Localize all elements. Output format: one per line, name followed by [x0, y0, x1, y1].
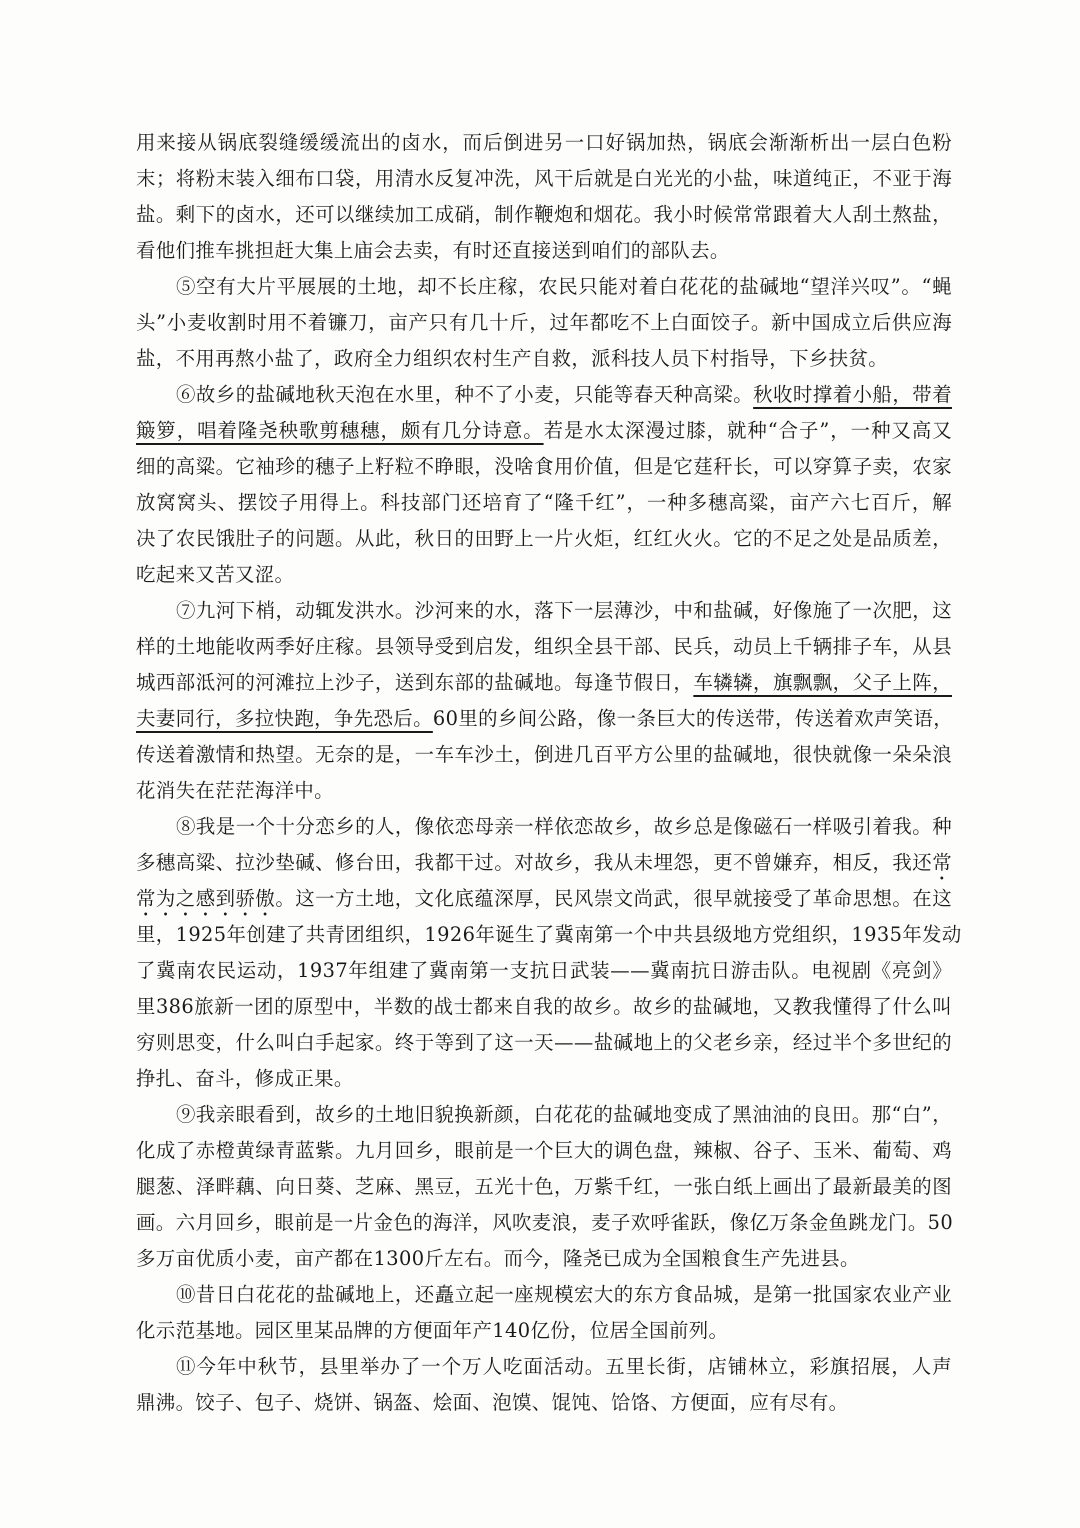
underlined-sentence: 车辚辚，旗飘飘，父子上阵，: [693, 671, 952, 694]
paragraph-7-line: ⑦九河下梢，动辄发洪水。沙河来的水，落下一层薄沙，中和盐碱，好像施了一次肥，这: [176, 599, 952, 622]
paragraph-8-line: [136, 846, 952, 880]
paragraph-11-line: 鼎沸。饺子、包子、烧饼、锅盔、烩面、泡馍、馄饨、饸饹、方便面，应有尽有。: [136, 1391, 849, 1414]
emphasized-text: 常: [932, 851, 952, 874]
paragraph-6-line: 细的高粱。它袖珍的穗子上籽粒不睁眼，没啥食用价值，但是它莛秆长，可以穿算子卖，农家: [136, 455, 952, 478]
underlined-sentence: 簸箩，唱着隆尧秧歌剪穗穗，颇有几分诗意。: [136, 419, 544, 442]
paragraph-9-line: 腿葱、泽畔藕、向日葵、芝麻、黑豆，五光十色，万紫千红，一张白纸上画出了最新最美的图: [136, 1175, 952, 1198]
text-line: 盐。剩下的卤水，还可以继续加工成硝，制作鞭炮和烟花。我小时候常常跟着大人刮土熬盐，: [136, 203, 952, 226]
paragraph-5-line: 头”小麦收割时用不着镰刀，亩产只有几十斤，过年都吃不上白面饺子。新中国成立后供应海: [136, 311, 952, 334]
paragraph-8-line: 里386旅新一团的原型中，半数的战士都来自我的故乡。故乡的盐碱地，又教我懂得了什么叫: [136, 995, 952, 1018]
paragraph-9-line: ⑨我亲眼看到，故乡的土地旧貌换新颜，白花花的盐碱地变成了黑油油的良田。那“白”，: [176, 1103, 952, 1126]
text-line: 看他们推车挑担赶大集上庙会去卖，有时还直接送到咱们的部队去。: [136, 239, 730, 262]
text-line: 用来接从锅底裂缝缓缓流出的卤水，而后倒进另一口好锅加热，锅底会渐渐析出一层白色粉: [136, 131, 952, 154]
paragraph-8-line: 穷则思变，什么叫白手起家。终于等到了这一天——盐碱地上的父老乡亲，经过半个多世纪的: [136, 1031, 952, 1054]
underlined-sentence: 夫妻同行，多拉快跑，争先恐后。: [136, 707, 433, 730]
paragraph-7-line: 花消失在茫茫海洋中。: [136, 779, 334, 802]
underlined-sentence: 秋收时撑着小船，带着: [753, 383, 952, 406]
paragraph-8-line: [136, 882, 952, 916]
paragraph-9-line: 化成了赤橙黄绿青蓝紫。九月回乡，眼前是一个巨大的调色盘，辣椒、谷子、玉米、葡萄、鸡: [136, 1139, 952, 1162]
paragraph-6-line: [176, 378, 952, 412]
text-run: 若是水太深漫过膝，就种“合子”，一种又高又: [543, 419, 952, 442]
text-run: 城西部泜河的河滩拉上沙子，送到东部的盐碱地。每逢节假日，: [136, 671, 694, 694]
paragraph-6-line: 放窝窝头、摆饺子用得上。科技部门还培育了“隆千红”，一种多穗高粱，亩产六七百斤，解: [136, 491, 952, 514]
paragraph-7-line: [136, 666, 952, 700]
text-run: ⑥故乡的盐碱地秋天泡在水里，种不了小麦，只能等春天种高梁。: [176, 383, 754, 406]
paragraph-8-line: 挣扎、奋斗，修成正果。: [136, 1067, 354, 1090]
text-run: 多穗高粱、拉沙垫碱、修台田，我都干过。对故乡，我从未埋怨，更不曾嫌弃，相反，我还: [136, 851, 933, 874]
paragraph-7-line: 传送着激情和热望。无奈的是，一车车沙土，倒进几百平方公里的盐碱地，很快就像一朵朵浪: [136, 743, 952, 766]
paragraph-7-line: 样的土地能收两季好庄稼。县领导受到启发，组织全县干部、民兵，动员上千辆排子车，从县: [136, 635, 952, 658]
paragraph-10-line: 化示范基地。园区里某品牌的方便面年产140亿份，位居全国前列。: [136, 1319, 729, 1342]
paragraph-9-line: 多万亩优质小麦，亩产都在1300斤左右。而今，隆尧已成为全国粮食生产先进县。: [136, 1247, 860, 1270]
text-run: 60里的乡间公路，像一条巨大的传送带，传送着欢声笑语，: [432, 707, 954, 730]
paragraph-7-line: [136, 702, 952, 736]
emphasized-text: 常为之感到骄傲: [136, 887, 276, 910]
paragraph-11-line: ⑪今年中秋节，县里举办了一个万人吃面活动。五里长街，店铺林立，彩旗招展，人声: [176, 1355, 952, 1378]
paragraph-8-line: 里，1925年创建了共青团组织，1926年诞生了冀南第一个中共县级地方党组织，1935年发动: [136, 923, 962, 946]
paragraph-8-line: ⑧我是一个十分恋乡的人，像依恋母亲一样依恋故乡，故乡总是像磁石一样吸引着我。种: [176, 815, 952, 838]
text-line: 末；将粉末装入细布口袋，用清水反复冲洗，风干后就是白光光的小盐，味道纯正，不亚于海: [136, 167, 952, 190]
paragraph-9-line: 画。六月回乡，眼前是一片金色的海洋，风吹麦浪，麦子欢呼雀跃，像亿万条金鱼跳龙门。50: [136, 1211, 954, 1234]
paragraph-10-line: ⑩昔日白花花的盐碱地上，还矗立起一座规模宏大的东方食品城，是第一批国家农业产业: [176, 1283, 952, 1306]
paragraph-6-line: 决了农民饿肚子的问题。从此，秋日的田野上一片火炬，红红火火。它的不足之处是品质差，: [136, 527, 952, 550]
paragraph-6-line: [136, 414, 952, 448]
paragraph-6-line: 吃起来又苦又涩。: [136, 563, 295, 586]
text-run: 。这一方土地，文化底蕴深厚，民风崇文尚武，很早就接受了革命思想。在这: [275, 887, 952, 910]
paragraph-5-line: 盐，不用再熬小盐了，政府全力组织农村生产自救，派科技人员下村指导，下乡扶贫。: [136, 347, 889, 370]
paragraph-8-line: 了冀南农民运动，1937年组建了冀南第一支抗日武装——冀南抗日游击队。电视剧《亮剑》: [136, 959, 952, 982]
paragraph-5-line: ⑤空有大片平展展的土地，却不长庄稼，农民只能对着白花花的盐碱地“望洋兴叹”。“蝇: [176, 275, 952, 298]
